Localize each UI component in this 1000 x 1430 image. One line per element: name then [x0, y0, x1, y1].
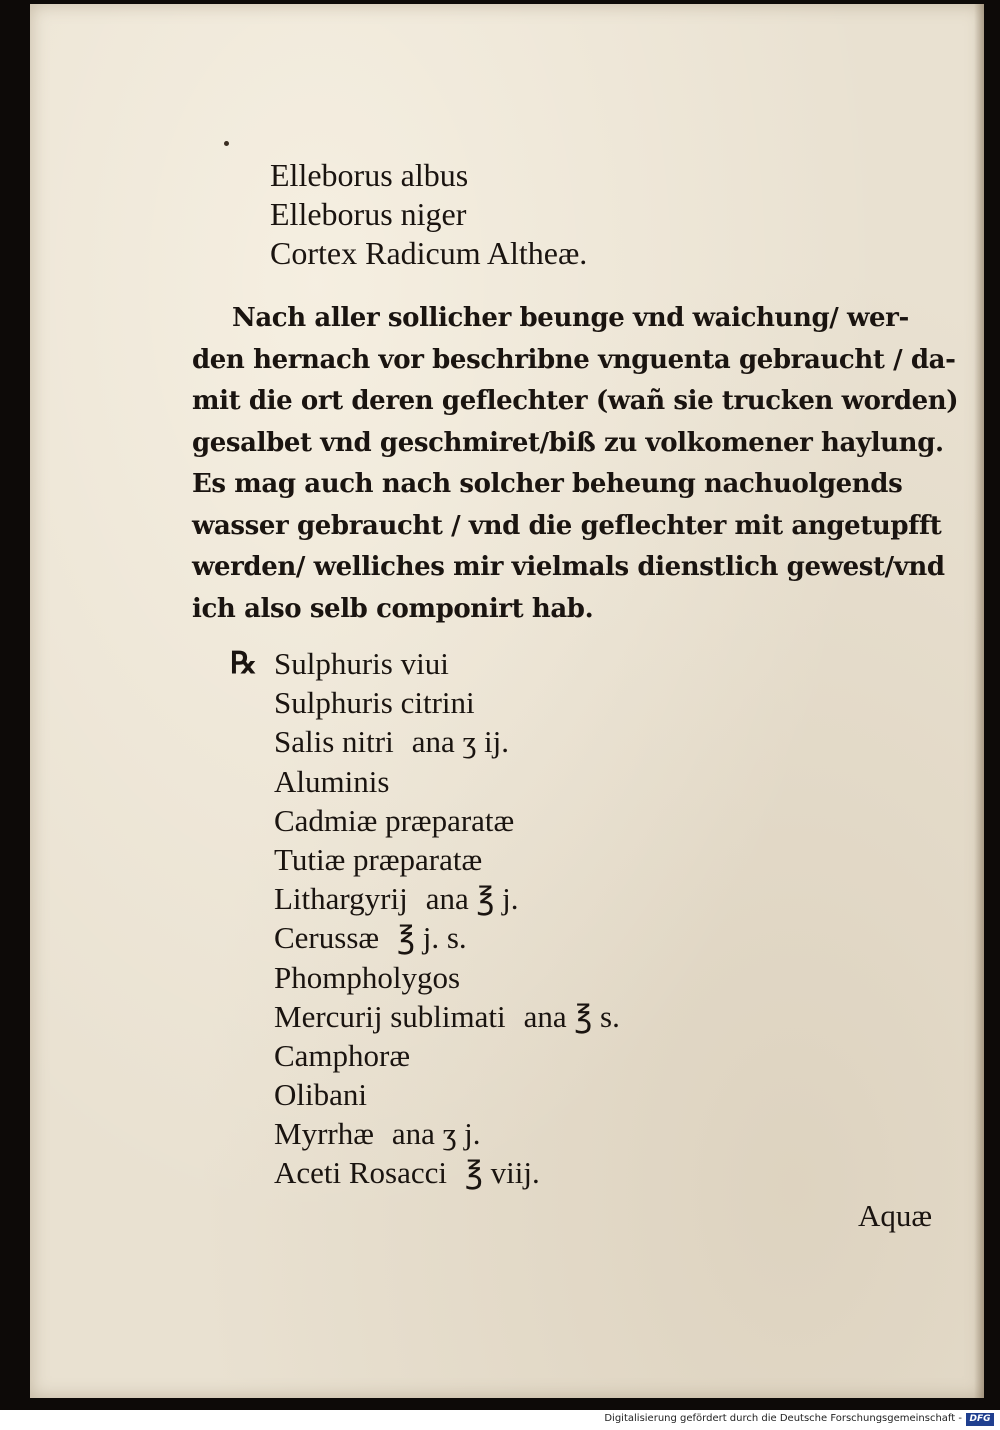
ingredient-name: Cadmiæ præparatæ [274, 802, 515, 838]
recipe-item [230, 1114, 620, 1153]
recipe-item [230, 644, 620, 683]
recipe-item [230, 840, 620, 879]
latin-line: Cortex Radicum Altheæ. [270, 235, 588, 271]
ingredient-name: Aceti Rosacci [274, 1155, 448, 1191]
german-line: Es mag auch nach solcher beheung nachuolgends [192, 469, 903, 499]
german-line: wasser gebraucht / vnd die geflechter mit angetupfft [192, 510, 942, 541]
german-line: Nach aller sollicher beunge vnd waichung/ wer- [232, 303, 909, 333]
ingredient-quantity [460, 960, 478, 995]
ink-speck [224, 141, 229, 146]
recipe-item [230, 997, 620, 1036]
catchword: Aquæ [858, 1198, 933, 1233]
ingredient-quantity [389, 764, 407, 799]
german-paragraph [192, 298, 959, 630]
ingredient-quantity: ℥ viij. [465, 1155, 540, 1191]
ingredient-name: Tutiæ præparatæ [274, 841, 483, 877]
ingredient-quantity [475, 685, 493, 720]
page-edge-shadow [974, 4, 984, 1398]
ingredient-quantity [410, 1038, 428, 1073]
german-line: gesalbet vnd geschmiret/biß zu volkomener haylung. [192, 427, 944, 458]
ingredient-quantity: ana ℥ j. [425, 881, 519, 917]
dfg-logo: DFG [966, 1413, 994, 1426]
ingredient-name: Myrrhæ [274, 1116, 374, 1152]
german-line: mit die ort deren geflechter (wañ sie trucken worden) [192, 386, 959, 416]
recipe-symbol: ℞ [230, 647, 257, 680]
ingredient-name: Camphoræ [274, 1037, 411, 1073]
ingredient-name: Lithargyrij [274, 881, 408, 917]
recipe-item [230, 683, 620, 722]
ingredient-name: Salis nitri [274, 724, 394, 760]
recipe-item [230, 722, 620, 761]
ingredient-name: Olibani [274, 1077, 367, 1113]
ingredient-name: Sulphuris viui [274, 646, 449, 681]
ingredient-quantity [449, 646, 467, 681]
latin-line: Elleborus albus [270, 157, 469, 193]
ingredient-quantity [514, 803, 532, 838]
digitization-footer [0, 1410, 1000, 1430]
recipe-item [230, 1036, 620, 1075]
recipe-item [230, 918, 620, 957]
ingredient-quantity [367, 1077, 385, 1112]
german-line: den hernach vor beschribne vnguenta gebraucht / da- [192, 344, 956, 375]
recipe-item [230, 762, 620, 801]
german-line: ich also selb componirt hab. [192, 593, 594, 624]
recipe-list [230, 644, 620, 1193]
german-line: werden/ welliches mir vielmals dienstlich gewest/vnd [192, 552, 945, 582]
book-page [30, 4, 984, 1398]
ingredient-quantity: ana ℥ s. [523, 998, 620, 1034]
recipe-item [230, 801, 620, 840]
recipe-item [230, 1075, 620, 1114]
funding-credit: Digitalisierung gefördert durch die Deutsche Forschungsgemeinschaft - [604, 1413, 962, 1424]
ingredient-name: Mercurij sublimati [274, 998, 506, 1034]
ingredient-name: Aluminis [274, 763, 390, 799]
ingredient-name: Phompholygos [274, 959, 461, 995]
recipe-item [230, 958, 620, 997]
ingredient-quantity [482, 842, 500, 877]
latin-ingredient-list [270, 156, 587, 273]
recipe-item [230, 1153, 620, 1192]
ingredient-name: Cerussæ [274, 920, 380, 956]
ingredient-quantity: ℥ j. s. [397, 920, 467, 956]
recipe-item [230, 879, 620, 918]
ingredient-name: Sulphuris citrini [274, 685, 475, 721]
ingredient-quantity: ana ʒ ij. [411, 724, 509, 760]
latin-line: Elleborus niger [270, 196, 467, 232]
ingredient-quantity: ana ʒ j. [391, 1116, 481, 1152]
